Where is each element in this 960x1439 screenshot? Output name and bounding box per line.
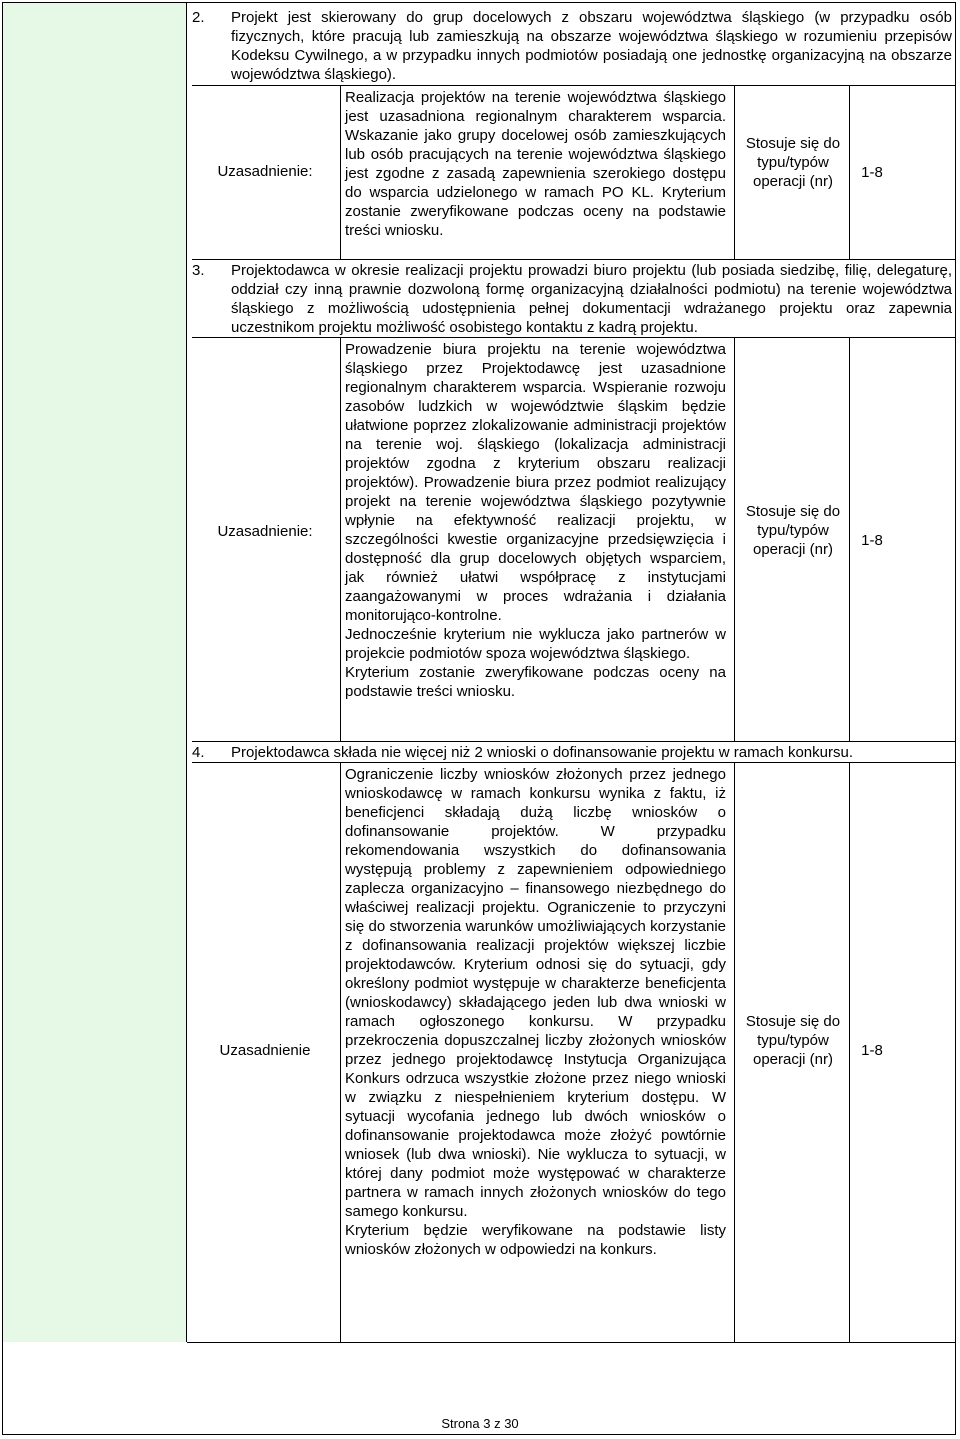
operation-range: 1-8 (861, 532, 883, 549)
column-divider (849, 337, 850, 741)
criterion-2 (192, 8, 952, 84)
left-margin-column (3, 3, 187, 1342)
operation-range: 1-8 (861, 164, 883, 181)
justification-text (345, 765, 726, 1259)
column-divider (849, 85, 850, 259)
row-divider (192, 337, 956, 338)
criterion-number: 4. (192, 744, 205, 761)
column-divider (734, 762, 735, 1342)
criterion-number: 3. (192, 262, 205, 279)
justification-paragraph: Ograniczenie liczby wniosków złożonych przez jednego wnioskodawcę w ramach konkursu wynika z faktu, iż beneficjenci składają dużą liczbę wniosków o dofinansowanie projektów. W przypadku rekomendowania wszystkich do dofinansowania występują problemy z zapewnieniem odpowiedniego zaplecza organizacyjno – finansowego niezbędnego do właściwej realizacji projektu. Ograniczenie to przyczyni się do stworzenia warunków umożliwiających korzystanie z dofinansowania realizacji projektów większej liczbie projektodawców. Kryterium odnosi się do sytuacji, gdy określony podmiot występuje w charakterze beneficjenta (wnioskodawcy) składającego jeden lub dwa wnioski w ramach ogłoszonego konkursu. W przypadku przekroczenia dopuszczalnej liczby złożonych wniosków przez jednego projektodawcę Instytucja Organizująca Konkurs odrzuca wszystkie złożone przez niego wnioski w związku z niespełnieniem kryterium dostępu. W sytuacji wycofania jednego lub dwóch wniosków o dofinansowanie projektodawca może złożyć powtórnie wniosek (lub dwa wnioski). Nie wyklucza to sytuacji, w której dany podmiot może występować w charakterze partnera w ramach innych złożonych wniosków do tego samego konkursu. (345, 766, 726, 1220)
operation-range: 1-8 (861, 1042, 883, 1059)
criterion-text: Projektodawca w okresie realizacji projektu prowadzi biuro projektu (lub posiada siedzibę, filię, delegaturę, oddział czy inną prawnie dozwoloną formę organizacyjną działalności podmiotu) na terenie województwa śląskiego z możliwością udostępnienia pełnej dokumentacji wdrażanego projektu oraz zapewnia uczestnikom projektu możliwość osobistego kontaktu z kadrą projektu. (231, 262, 952, 336)
criterion-3 (192, 261, 952, 337)
column-divider (340, 762, 341, 1342)
row-divider (192, 85, 956, 86)
criterion-text: Projekt jest skierowany do grup docelowych z obszaru województwa śląskiego (w przypadku osób fizycznych, które pracują lub zamieszkują na obszarze województwa śląskiego w rozumieniu przepisów Kodeksu Cywilnego, a w przypadku innych podmiotów posiadają one jednostkę organizacyjną na obszarze województwa śląskiego). (231, 9, 952, 83)
row-divider (192, 762, 956, 763)
justification-label: Uzasadnienie: (217, 523, 313, 540)
column-divider (340, 85, 341, 259)
column-divider (734, 337, 735, 741)
row-divider (187, 1342, 956, 1343)
row-divider (192, 259, 956, 260)
justification-paragraph: Kryterium będzie weryfikowane na podstawie listy wniosków złożonych w odpowiedzi na konkurs. (345, 1222, 726, 1258)
justification-text: Realizacja projektów na terenie województwa śląskiego jest uzasadniona regionalnym charakterem wsparcia. Wskazanie jako grupy docelowej osób zamieszkujących lub osób pracujących na terenie województwa śląskiego jest zgodne z zasadą zapewnienia szerokiego dostępu do wsparcia udzielonego w ramach PO KL. Kryterium zostanie zweryfikowane podczas oceny na podstawie treści wniosku. (345, 89, 726, 239)
applies-to-operations: Stosuje się do typu/typów operacji (nr) (745, 135, 841, 190)
page-footer: Strona 3 z 30 (441, 1416, 519, 1431)
criterion-text: Projektodawca składa nie więcej niż 2 wnioski o dofinansowanie projektu w ramach konkursu. (231, 744, 853, 761)
justification-paragraph: Kryterium zostanie zweryfikowane podczas oceny na podstawie treści wniosku. (345, 664, 726, 700)
justification-label: Uzasadnienie: (217, 163, 313, 180)
applies-to-operations: Stosuje się do typu/typów operacji (nr) (745, 1013, 841, 1068)
column-divider (734, 85, 735, 259)
justification-label: Uzasadnienie (219, 1042, 311, 1059)
justification-paragraph: Prowadzenie biura projektu na terenie województwa śląskiego przez Projektodawcę jest uzasadnione regionalnym charakterem wsparcia. Wspieranie rozwoju zasobów ludzkich w województwie śląskim będzie ułatwione poprzez zlokalizowanie administracji projektów na terenie woj. śląskiego (lokalizacja administracji projektów zgodna z kryterium obszaru realizacji projektów). Prowadzenie biura przez podmiot realizujący projekt na terenie województwa śląskiego pozytywnie wpłynie na efektywność realizacji projektu, w szczególności kwestie organizacyjne przedsięwzięcia i dostępność dla grup docelowych objętych wsparciem, jak również ułatwi współpracę z instytucjami zaangażowanymi w proces wdrażania i działania monitorująco-kontrolne. (345, 341, 726, 624)
column-divider (340, 337, 341, 741)
criterion-number: 2. (192, 9, 205, 26)
criterion-4 (192, 743, 952, 762)
row-divider (192, 741, 956, 742)
applies-to-operations: Stosuje się do typu/typów operacji (nr) (745, 503, 841, 558)
column-divider (849, 762, 850, 1342)
justification-text (345, 340, 726, 701)
justification-paragraph: Jednocześnie kryterium nie wyklucza jako partnerów w projekcie podmiotów spoza województwa śląskiego. (345, 626, 726, 662)
